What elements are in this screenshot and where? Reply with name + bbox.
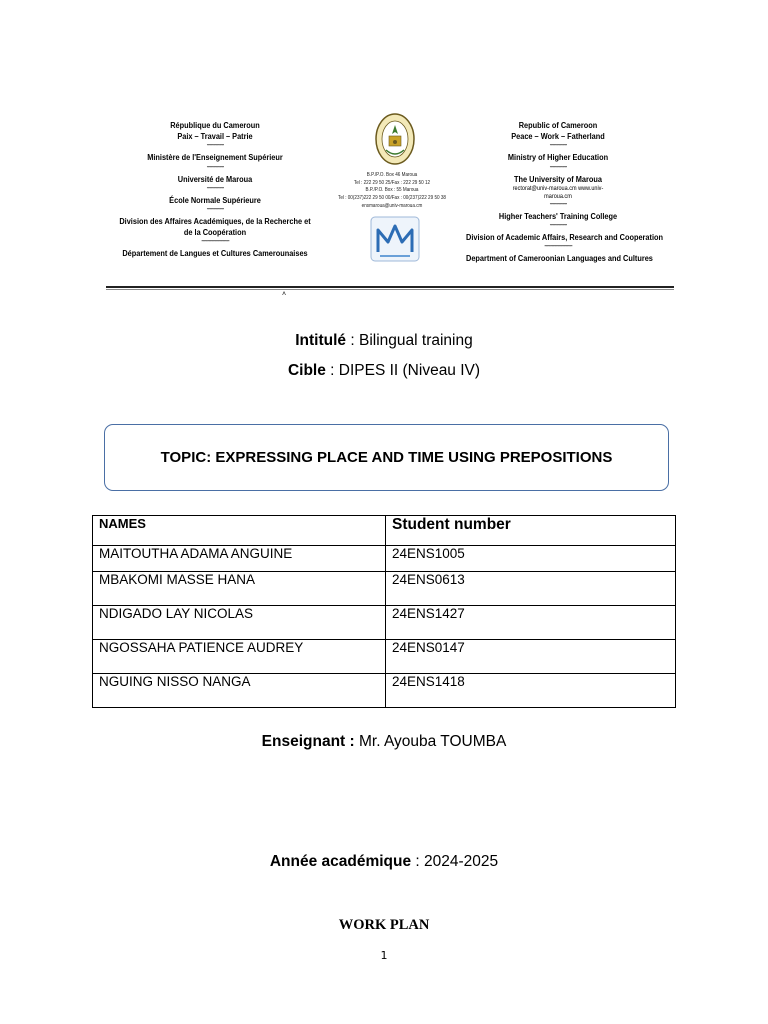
letterhead-french	[109, 120, 321, 260]
student-number: 24ENS1005	[386, 546, 676, 572]
country-en: Republic of Cameroon	[518, 121, 598, 130]
cible-value: : DIPES II (Niveau IV)	[325, 362, 481, 379]
department-en: Department of Cameroonian Languages and Cultures	[466, 254, 653, 264]
separator: -----------	[206, 184, 224, 192]
division-en: Division of Academic Affairs, Research and Cooperation	[466, 233, 663, 243]
student-name: MAITOUTHA ADAMA ANGUINE	[93, 546, 386, 572]
separator: -----------	[206, 163, 224, 171]
table-row	[93, 572, 676, 606]
header-names: NAMES	[93, 516, 386, 546]
school-fr: École Normale Supérieure	[169, 195, 261, 205]
phone-1: Tel : 222 29 50 25/Fax : 222 29 50 12	[353, 179, 431, 186]
table-row	[93, 674, 676, 708]
header-rule-thin	[106, 289, 674, 290]
intitule-line	[0, 332, 768, 350]
table-row	[93, 546, 676, 572]
ministry-fr: Ministère de l'Enseignement Supérieur	[147, 153, 283, 163]
separator: ------------------	[201, 238, 229, 246]
student-name: NDIGADO LAY NICOLAS	[93, 606, 386, 640]
separator: ------------------	[544, 243, 572, 251]
annee-label: Année académique	[269, 853, 412, 870]
division-fr: Division des Affaires Académiques, de la Recherche et	[119, 217, 311, 227]
student-name: MBAKOMI MASSE HANA	[93, 572, 386, 606]
enseignant-line	[0, 733, 768, 751]
annee-line	[0, 853, 768, 871]
separator: -----------	[206, 142, 224, 150]
separator: -----------	[549, 222, 567, 230]
intitule-value: : Bilingual training	[346, 332, 473, 349]
letterhead-english	[466, 120, 663, 264]
school-en: Higher Teachers' Training College	[498, 211, 618, 221]
cible-label: Cible	[287, 362, 326, 379]
po-box-2: B.P./P.O. Box : 55 Maroua	[365, 187, 419, 194]
country-fr: République du Cameroun	[170, 121, 260, 130]
motto-en: Peace – Work – Fatherland	[511, 132, 605, 142]
phone-2: Tel : 00(237)222 29 50 00/Fax : 00(237)222 29 50 38	[338, 195, 446, 202]
email: ensmaroua@univ-maroua.cm	[361, 202, 423, 209]
intitule-label: Intitulé	[295, 332, 347, 349]
po-box-1: B.P./P.O. Box 46 Maroua	[366, 172, 418, 178]
division-fr-cont: de la Coopération	[183, 228, 247, 238]
university-web-1: rectorat@univ-maroua.cm www.univ-	[512, 185, 604, 192]
table-header-row	[93, 516, 676, 546]
motto-fr: Paix – Travail – Patrie	[177, 132, 253, 142]
ministry-en: Ministry of Higher Education	[507, 153, 609, 163]
separator: -----------	[549, 163, 567, 171]
enseignant-value: Mr. Ayouba TOUMBA	[354, 733, 507, 750]
student-name: NGOSSAHA PATIENCE AUDREY	[93, 640, 386, 674]
page-number: 1	[380, 949, 388, 962]
separator: -----------	[549, 200, 567, 208]
students-table	[92, 515, 676, 708]
separator: -----------	[549, 142, 567, 150]
separator: -----------	[206, 206, 224, 214]
cible-line	[0, 362, 768, 380]
student-number: 24ENS1418	[386, 674, 676, 708]
topic-box	[104, 424, 669, 491]
header-student-number: Student number	[386, 516, 676, 546]
student-number: 24ENS0147	[386, 640, 676, 674]
enseignant-label: Enseignant :	[261, 733, 355, 750]
student-number: 24ENS0613	[386, 572, 676, 606]
table-row	[93, 606, 676, 640]
caret-mark: ˄	[282, 291, 287, 298]
header-rule	[106, 286, 674, 288]
university-seal-icon	[374, 112, 416, 168]
university-web-2: maroua.cm	[544, 193, 572, 200]
university-en: The University of Maroua	[514, 174, 602, 184]
table-row	[93, 640, 676, 674]
school-logo-icon	[370, 216, 420, 262]
annee-value: : 2024-2025	[411, 853, 499, 870]
contact-block	[337, 172, 447, 211]
university-fr: Université de Maroua	[177, 174, 253, 184]
student-number: 24ENS1427	[386, 606, 676, 640]
work-plan-heading: WORK PLAN	[338, 917, 430, 933]
topic-title: TOPIC: EXPRESSING PLACE AND TIME USING PREPOSITIONS	[160, 449, 613, 466]
student-name: NGUING NISSO NANGA	[93, 674, 386, 708]
department-fr: Département de Langues et Cultures Camerounaises	[122, 249, 308, 259]
